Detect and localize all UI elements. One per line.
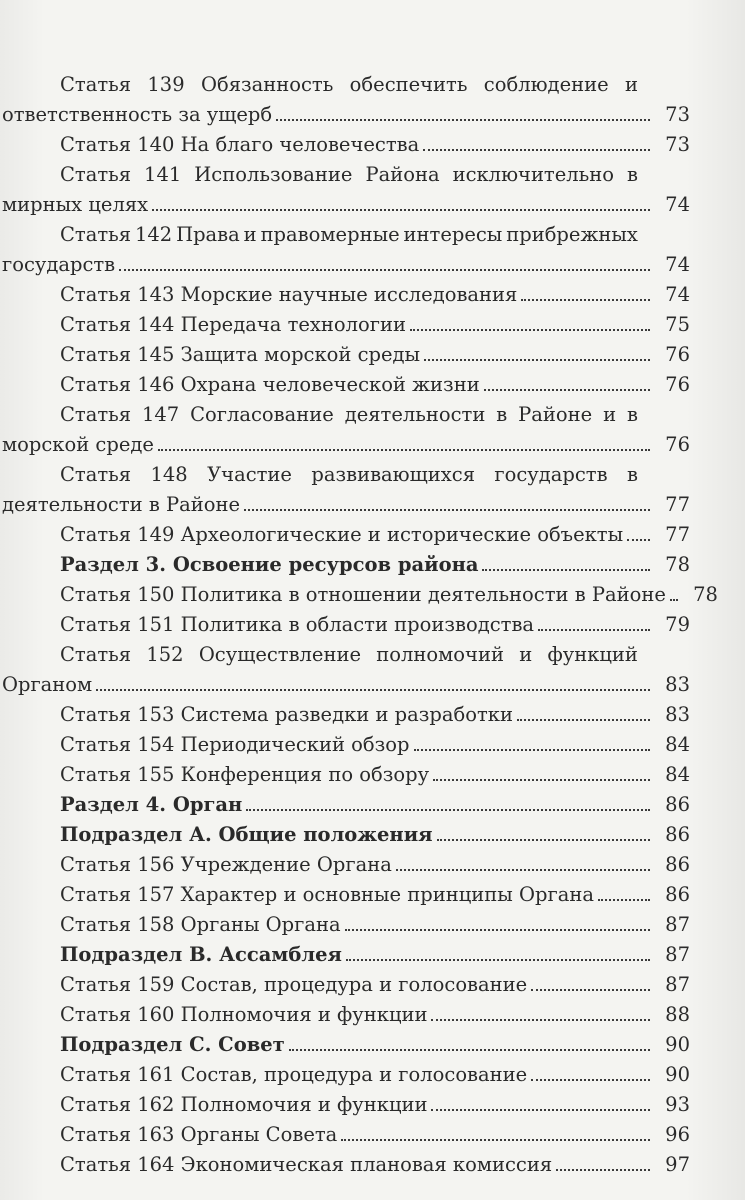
toc-section-heading [60,940,690,970]
toc-entry-title-line [60,220,690,250]
toc-entry-title: Статья 163 Органы Совета [60,1123,338,1146]
toc-entry-title: Статья 154 Периодический обзор [60,733,410,756]
toc-page-number: 74 [665,253,690,276]
toc-word: в [627,163,638,186]
toc-entry-title: Статья 144 Передача технологии [60,313,406,336]
dot-leader [627,539,650,541]
toc-word: Района [365,163,440,186]
toc-entry-title-line [60,640,690,670]
toc-entry [60,310,690,340]
dot-leader [431,1109,650,1111]
dot-leader [433,779,650,781]
dot-leader [598,899,650,901]
dot-leader [423,149,650,151]
dot-leader [437,839,650,841]
toc-entry-title: Статья 158 Органы Органа [60,913,341,936]
toc-section-heading [60,790,690,820]
toc-entry [60,1060,690,1090]
toc-word: развивающихся [311,463,476,486]
toc-page-number: 96 [665,1123,690,1146]
toc-entry-title: Статья 143 Морские научные исследования [60,283,518,306]
toc-entry [60,1120,690,1150]
toc-word: Статья [60,463,132,486]
toc-page-number: 78 [665,553,690,576]
toc-page-number: 75 [665,313,690,336]
toc-entry [60,370,690,400]
toc-entry [60,130,690,160]
toc-page-number: 86 [665,853,690,876]
toc-entry [60,520,690,550]
toc-entry-title: ответственность за ущерб [2,103,273,126]
toc-entry-title: Подраздел С. Совет [60,1033,285,1056]
toc-entry-title: Подраздел А. Общие положения [60,823,433,846]
toc-entry-title: Статья 145 Защита морской среды [60,343,421,366]
toc-entry-title-line [60,160,690,190]
toc-entry [60,910,690,940]
toc-page-number: 87 [665,913,690,936]
dot-leader [246,809,650,811]
toc-word: и [243,223,257,246]
toc-page-number: 77 [665,523,690,546]
dot-leader [96,689,650,691]
toc-entry-title: Статья 164 Экономическая плановая комиссия [60,1153,553,1176]
toc-entry-title: Статья 153 Система разведки и разработки [60,703,513,726]
toc-entry-title: Статья 156 Учреждение Органа [60,853,392,876]
toc-word: государств [494,463,608,486]
toc-page-number: 87 [665,973,690,996]
toc-entry-title: Органом [2,673,93,696]
toc-section-heading [60,1030,690,1060]
toc-entry [2,460,690,520]
toc-word: Осуществление [198,643,362,666]
toc-entry-title: Раздел 4. Орган [60,793,243,816]
toc-page-number: 90 [665,1063,690,1086]
toc-entry [60,700,690,730]
toc-page-number: 93 [665,1093,690,1116]
toc-entry [2,640,690,700]
toc-entry-title: Статья 161 Состав, процедура и голосование [60,1063,528,1086]
toc-page-number: 74 [665,283,690,306]
toc-entry-title: Статья 149 Археологические и исторические объекты [60,523,624,546]
dot-leader [244,509,650,511]
toc-word: 139 [147,73,185,96]
toc-entry [60,760,690,790]
toc-word: и [625,73,638,96]
dot-leader [517,719,650,721]
toc-word: 142 [134,223,173,246]
toc-page-number: 77 [665,493,690,516]
toc-word: Права [176,223,240,246]
toc-page-number: 86 [665,793,690,816]
toc-page-number: 78 [693,583,718,606]
toc-entry-title: Статья 160 Полномочия и функции [60,1003,428,1026]
toc-page-number: 74 [665,193,690,216]
toc-entry-title: Статья 159 Состав, процедура и голосование [60,973,528,996]
toc-entry [60,610,690,640]
toc-word: деятельности [344,403,486,426]
toc-section-heading [60,550,690,580]
toc-page-number: 87 [665,943,690,966]
dot-leader [152,209,650,211]
dot-leader [396,869,650,871]
toc-page-number: 83 [665,703,690,726]
toc-page-number: 86 [665,823,690,846]
dot-leader [158,449,650,451]
toc-word: соблюдение [483,73,609,96]
toc-word: обеспечить [349,73,468,96]
dot-leader [345,929,650,931]
toc-entry [2,220,690,280]
toc-word: в [626,403,638,426]
toc-entry-title-line [60,70,690,100]
toc-entry [60,730,690,760]
dot-leader [482,569,650,571]
dot-leader [556,1169,650,1171]
toc-entry-title: Статья 162 Полномочия и функции [60,1093,428,1116]
toc-entry-title: Раздел 3. Освоение ресурсов района [60,553,479,576]
dot-leader [346,959,650,961]
toc-page-number: 73 [665,103,690,126]
toc-entry-title: деятельности в Районе [2,493,241,516]
toc-page-number: 84 [665,763,690,786]
dot-leader [410,329,650,331]
toc-word: Районе [518,403,593,426]
dot-leader [538,629,650,631]
toc-entry [2,160,690,220]
toc-page-number: 83 [665,673,690,696]
dot-leader [119,269,650,271]
toc-entry-title: Статья 150 Политика в отношении деятельности в Районе [60,583,666,606]
toc-page-number: 97 [665,1153,690,1176]
toc-entry-title: Статья 157 Характер и основные принципы Органа [60,883,594,906]
toc-entry [60,1090,690,1120]
toc-word: прибрежных [506,223,638,246]
toc-entry-title: Статья 140 На благо человечества [60,133,420,156]
toc-word: 148 [150,463,188,486]
toc-entry-title: мирных целях [2,193,149,216]
toc-word: исключительно [452,163,615,186]
dot-leader [341,1139,650,1141]
toc-word: 141 [144,163,182,186]
toc-word: Статья [60,73,132,96]
toc-word: полномочий [376,643,504,666]
toc-word: в [626,463,638,486]
toc-page-number: 88 [665,1003,690,1026]
toc-entry [60,280,690,310]
toc-entry [60,880,690,910]
toc-word: в [496,403,508,426]
toc-entry-title-line [60,460,690,490]
toc-entry [60,1000,690,1030]
toc-page-number: 76 [665,433,690,456]
toc-entry [60,1150,690,1180]
dot-leader [414,749,651,751]
dot-leader [431,1019,650,1021]
toc-page-number: 79 [665,613,690,636]
toc-word: Обязанность [200,73,334,96]
toc-word: функций [547,643,638,666]
toc-entry [2,400,690,460]
toc-word: Согласование [190,403,334,426]
toc-word: 152 [146,643,184,666]
dot-leader [424,359,650,361]
toc-word: Статья [60,403,132,426]
toc-page-number: 76 [665,373,690,396]
dot-leader [484,389,650,391]
toc-word: Использование [194,163,353,186]
dot-leader [289,1049,650,1051]
toc-word: Статья [60,223,132,246]
toc-entry-title: Статья 155 Конференция по обзору [60,763,430,786]
toc-page-number: 84 [665,733,690,756]
table-of-contents [2,70,718,1180]
toc-word: правомерные [260,223,400,246]
toc-page-number: 76 [665,343,690,366]
toc-page-number: 73 [665,133,690,156]
dot-leader [670,599,678,601]
toc-entry-title: Статья 146 Охрана человеческой жизни [60,373,480,396]
toc-entry [60,970,690,1000]
toc-entry [60,580,718,610]
dot-leader [531,1079,650,1081]
toc-entry-title-line [60,400,690,430]
toc-entry [60,850,690,880]
toc-word: Статья [60,163,132,186]
dot-leader [531,989,650,991]
toc-entry [60,340,690,370]
toc-word: Участие [207,463,292,486]
toc-entry-title: Подраздел В. Ассамблея [60,943,342,966]
toc-word: и [519,643,533,666]
toc-entry-title: морской среде [2,433,154,456]
toc-word: интересы [403,223,503,246]
toc-page-number: 90 [665,1033,690,1056]
dot-leader [521,299,650,301]
toc-section-heading [60,820,690,850]
toc-word: 147 [141,403,180,426]
toc-entry [2,70,690,130]
toc-entry-title: Статья 151 Политика в области производства [60,613,535,636]
toc-entry-title: государств [2,253,116,276]
toc-word: и [603,403,617,426]
toc-page-number: 86 [665,883,690,906]
dot-leader [276,119,650,121]
toc-word: Статья [60,643,132,666]
